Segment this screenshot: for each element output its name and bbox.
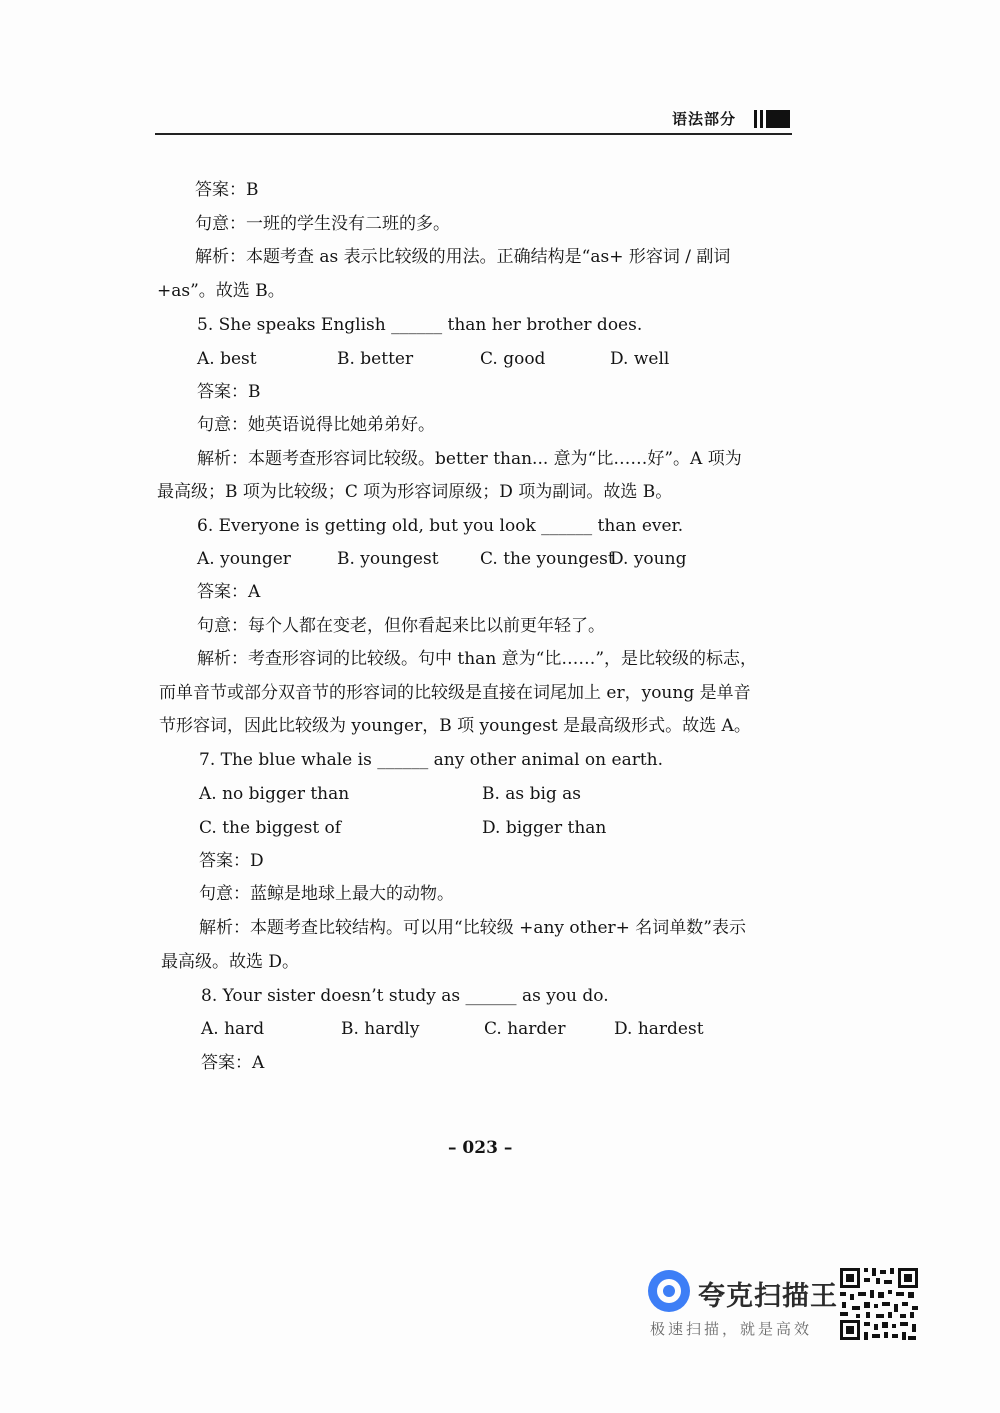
analysis-4-line1: 解析：本题考查 as 表示比较级的用法。正确结构是“as+ 形容词 / 副词 bbox=[195, 247, 731, 267]
meaning-4: 句意：一班的学生没有二班的多。 bbox=[195, 214, 450, 234]
watermark-brand: 夸克扫描王 bbox=[698, 1281, 838, 1312]
q5-option-d: D. well bbox=[610, 349, 670, 369]
q7-option-a: A. no bigger than bbox=[199, 784, 350, 804]
watermark-slogan: 极速扫描，就是高效 bbox=[650, 1320, 813, 1338]
answer-6: 答案：A bbox=[197, 582, 261, 602]
question-6: 6. Everyone is getting old, but you look ______ than ever. bbox=[197, 516, 684, 536]
q6-option-c: C. the youngest bbox=[480, 549, 615, 569]
answer-5: 答案：B bbox=[197, 382, 261, 402]
analysis-6-line1: 解析：考查形容词的比较级。句中 than 意为“比……”，是比较级的标志， bbox=[197, 649, 758, 669]
analysis-5-line2: 最高级；B 项为比较级；C 项为形容词原级；D 项为副词。故选 B。 bbox=[157, 482, 673, 502]
q8-option-a: A. hard bbox=[201, 1019, 265, 1039]
q8-option-d: D. hardest bbox=[614, 1019, 704, 1039]
answer-8: 答案：A bbox=[201, 1053, 265, 1073]
analysis-6-line2: 而单音节或部分双音节的形容词的比较级是直接在词尾加上 er，young 是单音 bbox=[159, 683, 751, 703]
analysis-6-line3: 节形容词，因此比较级为 younger，B 项 youngest 是最高级形式。故选 A。 bbox=[159, 716, 751, 736]
question-7: 7. The blue whale is ______ any other animal on earth. bbox=[199, 750, 664, 770]
q6-option-a: A. younger bbox=[197, 549, 291, 569]
question-5: 5. She speaks English ______ than her brother does. bbox=[197, 315, 643, 335]
q5-option-c: C. good bbox=[480, 349, 546, 369]
analysis-5-line1: 解析：本题考查形容词比较级。better than... 意为“比……好”。A 项为 bbox=[197, 449, 742, 469]
meaning-5: 句意：她英语说得比她弟弟好。 bbox=[197, 415, 435, 435]
page-number: – 023 – bbox=[448, 1138, 513, 1158]
header-rule bbox=[155, 133, 792, 135]
q6-option-d: D. young bbox=[610, 549, 687, 569]
analysis-4-line2: +as”。故选 B。 bbox=[157, 281, 285, 301]
header-bars-icon bbox=[754, 110, 790, 128]
q6-option-b: B. youngest bbox=[337, 549, 439, 569]
q8-option-c: C. harder bbox=[484, 1019, 566, 1039]
q5-option-b: B. better bbox=[337, 349, 414, 369]
q8-option-b: B. hardly bbox=[341, 1019, 420, 1039]
analysis-7-line2: 最高级。故选 D。 bbox=[161, 952, 300, 972]
question-8: 8. Your sister doesn’t study as ______ as you do. bbox=[201, 986, 609, 1006]
q7-option-b: B. as big as bbox=[482, 784, 582, 804]
meaning-6: 句意：每个人都在变老，但你看起来比以前更年轻了。 bbox=[197, 616, 605, 636]
analysis-7-line1: 解析：本题考查比较结构。可以用“比较级 +any other+ 名词单数”表示 bbox=[199, 918, 746, 938]
qr-code-icon bbox=[838, 1266, 920, 1342]
q7-option-c: C. the biggest of bbox=[199, 818, 342, 838]
answer-4: 答案：B bbox=[195, 180, 259, 200]
q7-option-d: D. bigger than bbox=[482, 818, 607, 838]
section-header: 语法部分 bbox=[672, 110, 737, 128]
q5-option-a: A. best bbox=[197, 349, 257, 369]
answer-7: 答案：D bbox=[199, 851, 264, 871]
quark-logo-icon bbox=[648, 1270, 690, 1312]
meaning-7: 句意：蓝鲸是地球上最大的动物。 bbox=[199, 884, 454, 904]
